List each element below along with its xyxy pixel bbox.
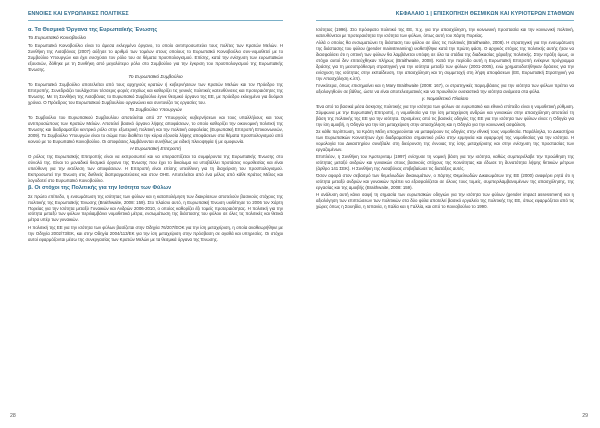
- left-page-body: [28, 27, 283, 404]
- header-rule-right: [316, 20, 574, 21]
- running-head-right: ΚΕΦΑΛΑΙΟ 1 | ΕΠΙΣΚΟΠΗΣΗ ΘΕΣΜΙΚΩΝ ΚΑΙ ΚΥΡΙΟΤΕΡΩΝ ΣΤΑΘΜΩΝ: [395, 11, 574, 17]
- subheading-european-council: Το Ευρωπαϊκό Συμβούλιο: [128, 74, 183, 80]
- paragraph-goals-2: Η πολιτική της ΕΕ για την ισότητα των φύλων βασίζεται στην Οδηγία 76/207/ΕΟΚ για την ίση μεταχείριση, η οποία αναθεωρήθηκε με την Οδηγία 2002/73/ΕΚ, και στην Οδηγία 2004/113/ΕΚ για την ίση μεταχείριση στην πρόσβαση σε αγαθά και υπηρεσίες. Οι στόχοι αυτοί εφαρμόζονται μέσω της συνεργασίας των Κρατών Μελών με τα θεσμικά όργανα της Ένωσης.: [28, 224, 283, 242]
- paragraph-intro-1: Ισότητας (1996). Στο πρόσφατο πολιτικό της ΕΕ, π.χ. για την απασχόληση, την κοινωνική προστασία και την κοινωνική πολιτική, κατευθύνεται με προτεραιότητα την ισότητα των φύλων, όπως αυτή του Χάρτη Πορείας.: [316, 27, 574, 38]
- subheading-council-of-ministers: Το Συμβούλιο Υπουργών: [129, 107, 182, 113]
- subheading-legislation: γ. Νομοθετικό Πλαίσιο: [421, 96, 469, 102]
- header-rule-left: [28, 20, 283, 21]
- page-number-left: 28: [10, 413, 16, 419]
- paragraph-legislation-4: Όσον αφορά στον σεβασμό των θεμελιωδών δικαιωμάτων, ο Χάρτης Θεμελιωδών Δικαιωμάτων της ΕΕ (2000) αναφέρει ρητά ότι η ισότητα μεταξύ ανδρών και γυναικών πρέπει να εξασφαλίζεται σε όλους τους τομείς, συμπεριλαμβανομένων της απασχόλησης, της εργασίας και της αμοιβής (Braithwaite, 2008: 159).: [316, 173, 574, 191]
- paragraph-commission: Ο ρόλος της Ευρωπαϊκής Επιτροπής είναι να εκπροσωπεί και να υπερασπίζεται τα συμφέροντα της Ευρωπαϊκής Ένωσης στο σύνολό της. Είναι το μοναδικό θεσμικό όργανο της Ένωσης που έχει το δικαίωμα να υποβάλλει προτάσεις νομοθεσίας και είναι υπεύθυνη για την εκτέλεση των αποφάσεων. Η Επιτροπή είναι επίσης υπεύθυνη για τη διαχείριση του προϋπολογισμού. Εκπροσωπεί την Ένωση στις διεθνείς διαπραγματεύσεις και στον ΟΗΕ. Αποτελείται από ένα μέλος από κάθε Κράτος Μέλος και λογοδοτεί στο Ευρωπαϊκό Κοινοβούλιο.: [28, 154, 283, 183]
- right-page: [300, 0, 600, 428]
- paragraph-intro-3: Γενικότερα, όπως επισημαίνει και η Mary Braithwaite (2008: 167), οι στρατηγικές παρεμβάσεις για την ισότητα των φύλων πρέπει να αξιολογηθούν σε βάθος, ώστε να είναι αποτελεσματικές και να προωθούν ουσιαστικά την ισότητα ανάμεσα στα φύλα.: [316, 82, 574, 94]
- paragraph-legislation-1: Ένα από τα βασικά μέσα άσκησης πολιτικής για την ισότητα των φύλων σε ευρωπαϊκό και εθνικό επίπεδο είναι η νομοθετική ρύθμιση. Σύμφωνα με την Ευρωπαϊκή Επιτροπή, η νομοθεσία για την ίση μεταχείριση ανδρών και γυναικών στην απασχόληση αποτελεί τη βάση της πολιτικής της ΕΕ για την ισότητα. Ορισμένες από τις βασικές οδηγίες της ΕΕ για την ισότητα των φύλων είναι: η Οδηγία για την ίση αμοιβή, η Οδηγία για την ίση μεταχείριση στην απασχόληση και η Οδηγία για την κοινωνική ασφάλιση.: [316, 104, 574, 127]
- section-heading-equality-goals: β. Οι στόχοι της Πολιτικής για την Ισότητα των Φύλων: [28, 185, 172, 192]
- paragraph-goals-1: Σε πρώτο επίπεδο, η ενσωμάτωση της ισότητας των φύλων και η καταπολέμηση των διακρίσεων αποτελούν βασικούς στόχους της πολιτικής της Ευρωπαϊκής Ένωσης (Braithwaite, 2008: 159). Στο πλαίσιο αυτό, η Ευρωπαϊκή Ένωση υιοθέτησε το 2006 τον Χάρτη Πορείας για την Ισότητα μεταξύ Γυναικών και Ανδρών 2006-2010, ο οποίος καθορίζει έξι τομείς προτεραιότητας. Η πολιτική για την ισότητα μεταξύ των φύλων περιλαμβάνει νομοθετικά μέτρα, ενσωμάτωση της διάστασης του φύλου σε όλες τις πολιτικές και θετικά μέτρα υπέρ των γυναικών.: [28, 193, 283, 223]
- paragraph-council-of-ministers: Το Συμβούλιο του Ευρωπαϊκού Συμβουλίου αποτελείται από 27 Υπουργούς κυβερνήσεων και τους υπαλλήλους και τους αντιπροσώπους των Κρατών Μελών. Αποτελεί βασικό όργανο λήψης αποφάσεων, το οποίο καθορίζει την οικονομική πολιτική της Ένωσης και διαδραματίζει κεντρικό ρόλο στην εξωτερική πολιτική και την πολιτική ασφαλείας (Ευρωπαϊκή Επιτροπή Επικοινωνιών, 2009). Το Συμβούλιο Υπουργών είναι το σώμα που διαθέτει την κύρια εξουσία λήψης αποφάσεων στα θέματα προϋπολογισμού από κοινού με το Ευρωπαϊκό Κοινοβούλιο. Οι αποφάσεις λαμβάνονται συνήθως με ειδική πλειοψηφία ή με ομοφωνία.: [28, 115, 283, 144]
- paragraph-parliament: Το Ευρωπαϊκό Κοινοβούλιο είναι το άμεσα εκλεγμένο όργανο, το οποίο αντιπροσωπεύει τους πολίτες των Κρατών Μελών. Η Συνθήκη της Λισαβόνας (2007) αύξησε το αριθμό των τομέων στους οποίους το Ευρωπαϊκό Κοινοβούλιο συν-νομοθετεί με το Συμβούλιο Υπουργών και έχει ενισχύσει τον ρόλο του σε θέματα προϋπολογισμού. Επίσης, κατά την ενίσχυση των ευρωπαϊκών εξουσιών, δόθηκε με τη Συνθήκη από μεγαλύτερο ρόλο στο Συμβούλιο για την έγκριση του προϋπολογισμού της Ευρωπαϊκής Ένωσης.: [28, 43, 283, 73]
- paragraph-intro-2: Αλλά ο οποίος θα ενσωματώνει τη διάσταση του φύλου σε όλες τις πολιτικές (Braithwaite, 2008). Η στρατηγική για την ενσωμάτωση της διάστασης του φύλου (gender mainstreaming) υιοθετήθηκε κατά την πρώτη φάση. Ο αρχικός στόχος της πολιτικής αυτής ήταν να διασφαλίσει ότι η οπτική των φύλων θα λαμβάνεται υπόψη σε όλα τα στάδια της διαδικασίας χάραξης πολιτικής. Στην πράξη όμως, οι στόχοι αυτοί δεν επιτεύχθηκαν πλήρως (Braithwaite, 2008). Κατά την περίοδο αυτή η Ευρωπαϊκή Επιτροπή ενέκρινε πρόγραμμα δράσης για τη μεσοπρόθεσμη στρατηγική για την ισότητα μεταξύ των φύλων (2001-2005), ενώ χρηματοδοτήθηκαν δράσεις για την ενίσχυση της ισότητας στην εκπαίδευση, την απασχόληση και τη συμμετοχή στη λήψη αποφάσεων (ΕΕ, Ευρωπαϊκή Στρατηγική για την Απασχόληση κ.λπ).: [316, 40, 574, 81]
- paragraph-legislation-2: Σε κάθε περίπτωση, τα Κράτη Μέλη υποχρεούνται να μεταφέρουν τις οδηγίες στην εθνική τους νομοθεσία. Παράλληλα, το Δικαστήριο των Ευρωπαϊκών Κοινοτήτων έχει διαδραματίσει σημαντικό ρόλο στην ερμηνεία και εφαρμογή της νομοθεσίας για την ισότητα. Η νομολογία του Δικαστηρίου συνέβαλε στη διεύρυνση της έννοιας της ίσης μεταχείρισης και στην ενίσχυση της προστασίας των εργαζομένων.: [316, 129, 574, 152]
- paragraph-legislation-3: Επιπλέον, η Συνθήκη του Άμστερνταμ (1997) ενίσχυσε τη νομική βάση για την ισότητα, καθώς συμπεριέλαβε την προώθηση της ισότητας μεταξύ ανδρών και γυναικών στους βασικούς στόχους της Κοινότητας και έδωσε τη δυνατότητα λήψης θετικών μέτρων (άρθρο 141 ΣΕΚ). Η Συνθήκη της Λισαβόνας επιβεβαίωσε τις διατάξεις αυτές.: [316, 154, 574, 171]
- section-heading-institutions: α. Τα Θεσμικά Όργανα της Ευρωπαϊκής Ένωσης: [28, 27, 158, 33]
- paragraph-european-council: Το Ευρωπαϊκό Συμβούλιο αποτελείται από τους αρχηγούς κρατών ή κυβερνήσεων των Κρατών Μελών και τον Πρόεδρο της Επιτροπής. Συνεδριάζει τουλάχιστον τέσσερις φορές ετησίως και καθορίζει τις γενικές πολιτικές κατευθύνσεις και προτεραιότητες της Ένωσης. Με τη Συνθήκη της Λισαβόνας το Ευρωπαϊκό Συμβούλιο έγινε θεσμικό όργανο της ΕΕ, με πρόεδρο εκλεγμένο για δυόμισι χρόνια. Ο Πρόεδρος του Ευρωπαϊκού Συμβουλίου οργανώνει και συντονίζει τις εργασίες του.: [28, 82, 283, 106]
- subheading-commission: Η Ευρωπαϊκή Επιτροπή: [130, 146, 181, 152]
- paragraph-legislation-5: Η ανάλυση αυτή κάνει σαφή τη σημασία των ευρωπαϊκών οδηγιών για την ισότητα των φύλων (gender impact assessment) και η αξιολόγηση των επιπτώσεων των πολιτικών στα δύο φύλα αποτελεί βασικό εργαλείο της πολιτικής της ΕΕ, όπως εφαρμόζεται από τις χώρες όπως η Σουηδία, η Ισπανία, η Ιταλία και η Γαλλία, και από το Κοινοβούλιο το 1990.: [316, 192, 574, 210]
- running-head-left: ΕΝΝΟΙΕΣ ΚΑΙ ΕΥΡΩΠΑΪΚΕΣ ΠΟΛΙΤΙΚΕΣ: [28, 11, 129, 17]
- right-page-body: [316, 27, 574, 404]
- subheading-parliament: Το Ευρωπαϊκό Κοινοβούλιο: [28, 36, 87, 41]
- page-number-right: 29: [582, 413, 588, 419]
